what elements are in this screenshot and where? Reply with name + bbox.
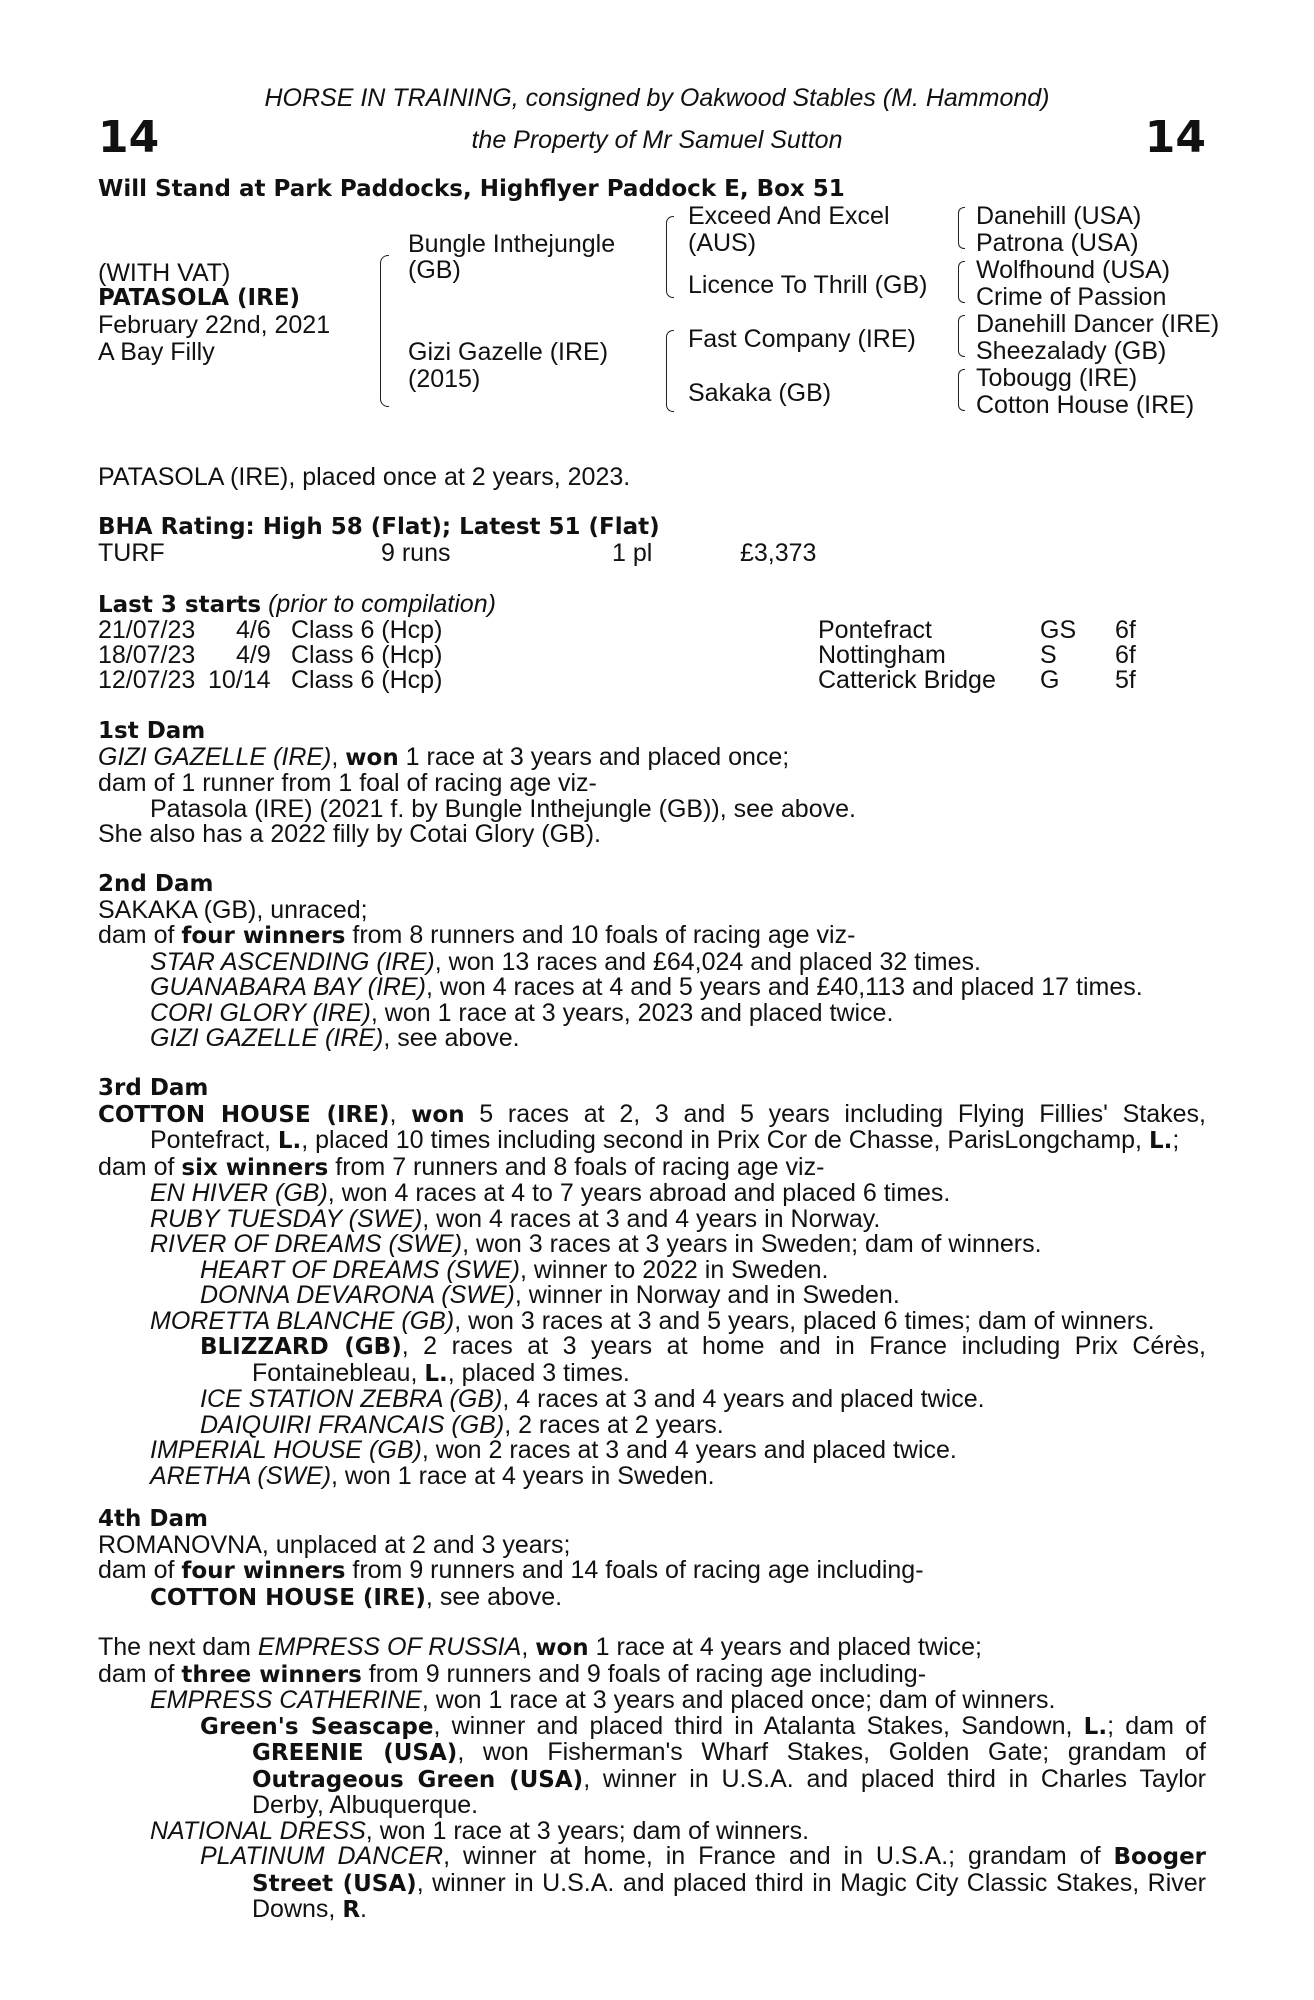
gg-brace-1 [958, 207, 965, 249]
race-summary: PATASOLA (IRE), placed once at 2 years, 2023. [98, 463, 631, 491]
runs-count: 9 runs [381, 539, 451, 567]
third-dam-progeny: ARETHA (SWE), won 1 race at 4 years in Sweden. [150, 1461, 715, 1490]
start-date: 21/07/23 [98, 616, 196, 644]
surface: TURF [98, 539, 165, 567]
bha-rating: BHA Rating: High 58 (Flat); Latest 51 (Flat) [98, 514, 660, 540]
first-dam-produce: dam of 1 runner from 1 foal of racing age viz- [98, 769, 597, 797]
start-distance: 6f [1115, 616, 1136, 644]
third-dam-section [98, 1076, 1206, 1489]
second-dam-line: SAKAKA (GB), unraced; [98, 895, 368, 924]
vat-note: (WITH VAT) [98, 259, 231, 287]
third-dam-progeny: IMPERIAL HOUSE (GB), won 2 races at 3 and 4 years and placed twice. [150, 1436, 957, 1464]
third-dam-grandprogeny: ICE STATION ZEBRA (GB), 4 races at 3 and 4 years and placed twice. [200, 1385, 985, 1413]
pedigree-g8: Cotton House (IRE) [976, 391, 1195, 419]
third-dam-progeny: EN HIVER (GB), won 4 races at 4 to 7 years abroad and placed 6 times. [150, 1179, 951, 1207]
first-dam-note: She also has a 2022 filly by Cotai Glory (GB). [98, 820, 602, 848]
horse-description: A Bay Filly [98, 338, 215, 366]
pedigree-dam: Gizi Gazelle (IRE) [408, 338, 609, 366]
fourth-dam-produce: dam of four winners from 9 runners and 14 foals of racing age including- [98, 1556, 924, 1584]
third-dam-grandprogeny: BLIZZARD (GB), 2 races at 3 years at home and in France including Prix Cérès, Fontainebleau, L., placed 3 times. [200, 1332, 1206, 1387]
stand-location: Will Stand at Park Paddocks, Highflyer Paddock E, Box 51 [98, 176, 845, 202]
start-course: Catterick Bridge [818, 666, 996, 694]
gg-brace-4 [958, 369, 965, 411]
dam-line-brace [666, 330, 674, 412]
next-dam-progeny: EMPRESS CATHERINE, won 1 race at 3 years and placed once; dam of winners. [150, 1686, 1056, 1714]
pedigree-g1: Danehill (USA) [976, 202, 1142, 230]
gg-brace-2 [958, 261, 965, 303]
next-dam-grandprogeny: PLATINUM DANCER, winner at home, in France and in U.S.A.; grandam of Booger Street (USA), winner in U.S.A. and placed third in Magic City Classic Stakes, River Downs, R. [200, 1842, 1207, 1923]
start-going: GS [1040, 616, 1077, 644]
next-dam-progeny: NATIONAL DRESS, won 1 race at 3 years; dam of winners. [150, 1816, 810, 1845]
start-position: 4/6 [236, 616, 271, 644]
horse-name: PATASOLA (IRE) [98, 285, 301, 311]
start-date: 18/07/23 [98, 641, 196, 669]
third-dam-grandprogeny: DAIQUIRI FRANCAIS (GB), 2 races at 2 years. [200, 1410, 724, 1439]
start-class: Class 6 (Hcp) [291, 666, 443, 694]
pedigree-dam-sire: Fast Company (IRE) [688, 325, 916, 353]
first-dam-title: 1st Dam [98, 718, 206, 744]
first-dam-section [98, 719, 1206, 848]
third-dam-grandprogeny: HEART OF DREAMS (SWE), winner to 2022 in Sweden. [200, 1255, 829, 1284]
last-starts-title: Last 3 starts [98, 592, 262, 618]
start-position: 4/9 [236, 641, 271, 669]
third-dam-record: COTTON HOUSE (IRE), won 5 races at 2, 3 and 5 years including Flying Fillies' Stakes, Pontefract, L., placed 10 times including second in Prix Cor de Chasse, ParisLongchamp, L.; [98, 1099, 1206, 1154]
fourth-dam-title: 4th Dam [98, 1506, 208, 1532]
pedigree-g4: Crime of Passion [976, 283, 1167, 311]
pedigree-g2: Patrona (USA) [976, 229, 1139, 257]
third-dam-title: 3rd Dam [98, 1075, 209, 1101]
pedigree-dam-year: (2015) [408, 365, 481, 393]
pedigree-sire: Bungle Inthejungle [408, 230, 616, 258]
start-position: 10/14 [208, 666, 271, 694]
property-line: the Property of Mr Samuel Sutton [471, 126, 843, 154]
pedigree-g3: Wolfhound (USA) [976, 256, 1171, 284]
next-dam-section [98, 1635, 1206, 1924]
start-distance: 5f [1115, 666, 1136, 694]
start-distance: 6f [1115, 641, 1136, 669]
third-dam-progeny: RIVER OF DREAMS (SWE), won 3 races at 3 years in Sweden; dam of winners. [150, 1230, 1042, 1258]
fourth-dam-section [98, 1507, 1206, 1611]
sire-line-brace [666, 216, 674, 298]
start-course: Pontefract [818, 616, 932, 644]
last-starts-note: (prior to compilation) [268, 590, 496, 618]
pedigree-sire-country: (GB) [408, 256, 461, 284]
pedigree-sire-sire-country: (AUS) [688, 229, 757, 257]
start-going: G [1040, 666, 1060, 694]
first-dam-foal: Patasola (IRE) (2021 f. by Bungle Inthejungle (GB)), see above. [150, 794, 856, 823]
start-class: Class 6 (Hcp) [291, 616, 443, 644]
pedigree-sire-sire: Exceed And Excel [688, 202, 890, 230]
second-dam-progeny: STAR ASCENDING (IRE), won 13 races and £64,024 and placed 32 times. [150, 947, 981, 976]
gg-brace-3 [958, 315, 965, 357]
second-dam-title: 2nd Dam [98, 871, 214, 897]
third-dam-produce: dam of six winners from 7 runners and 8 foals of racing age viz- [98, 1152, 825, 1181]
start-date: 12/07/23 [98, 666, 196, 694]
second-dam-section [98, 872, 1206, 1052]
fourth-dam-progeny: COTTON HOUSE (IRE), see above. [150, 1582, 563, 1611]
second-dam-progeny: CORI GLORY (IRE), won 1 race at 3 years, 2023 and placed twice. [150, 998, 894, 1027]
sire-dam-brace [380, 255, 389, 407]
placed-count: 1 pl [612, 539, 653, 567]
lot-number-left: 14 [98, 112, 160, 163]
foaling-date: February 22nd, 2021 [98, 311, 331, 339]
next-dam-produce: dam of three winners from 9 runners and 9 foals of racing age including- [98, 1659, 927, 1688]
consignor-line: HORSE IN TRAINING, consigned by Oakwood Stables (M. Hammond) [264, 84, 1050, 112]
fourth-dam-line: ROMANOVNA, unplaced at 2 and 3 years; [98, 1530, 571, 1559]
pedigree-dam-dam: Sakaka (GB) [688, 379, 832, 407]
third-dam-progeny: RUBY TUESDAY (SWE), won 4 races at 3 and 4 years in Norway. [150, 1204, 881, 1233]
pedigree-g5: Danehill Dancer (IRE) [976, 310, 1220, 338]
third-dam-grandprogeny: DONNA DEVARONA (SWE), winner in Norway and in Sweden. [200, 1281, 900, 1309]
pedigree-g6: Sheezalady (GB) [976, 337, 1167, 365]
start-course: Nottingham [818, 641, 946, 669]
next-dam-grandprogeny: Green's Seascape, winner and placed third in Atalanta Stakes, Sandown, L.; dam of GREENIE (USA), won Fisherman's Wharf Stakes, Golden Gate; grandam of Outrageous Green (USA), winner in U.S.A. and placed third in Charles Taylor Derby, Albuquerque. [200, 1711, 1207, 1819]
second-dam-progeny: GIZI GAZELLE (IRE), see above. [150, 1024, 520, 1052]
pedigree-g7: Tobougg (IRE) [976, 364, 1138, 392]
next-dam-line: The next dam EMPRESS OF RUSSIA, won 1 race at 4 years and placed twice; [98, 1633, 982, 1661]
earnings: £3,373 [740, 539, 817, 567]
lot-number-right: 14 [1144, 112, 1206, 163]
start-class: Class 6 (Hcp) [291, 641, 443, 669]
pedigree-sire-dam: Licence To Thrill (GB) [688, 271, 928, 299]
first-dam-line: GIZI GAZELLE (IRE), won 1 race at 3 years and placed once; [98, 742, 790, 771]
second-dam-progeny: GUANABARA BAY (IRE), won 4 races at 4 and 5 years and £40,113 and placed 17 times. [150, 973, 1143, 1001]
second-dam-produce: dam of four winners from 8 runners and 10 foals of racing age viz- [98, 921, 856, 949]
last-starts-heading [98, 592, 496, 619]
start-going: S [1040, 641, 1057, 669]
third-dam-progeny: MORETTA BLANCHE (GB), won 3 races at 3 and 5 years, placed 6 times; dam of winners. [150, 1306, 1155, 1335]
